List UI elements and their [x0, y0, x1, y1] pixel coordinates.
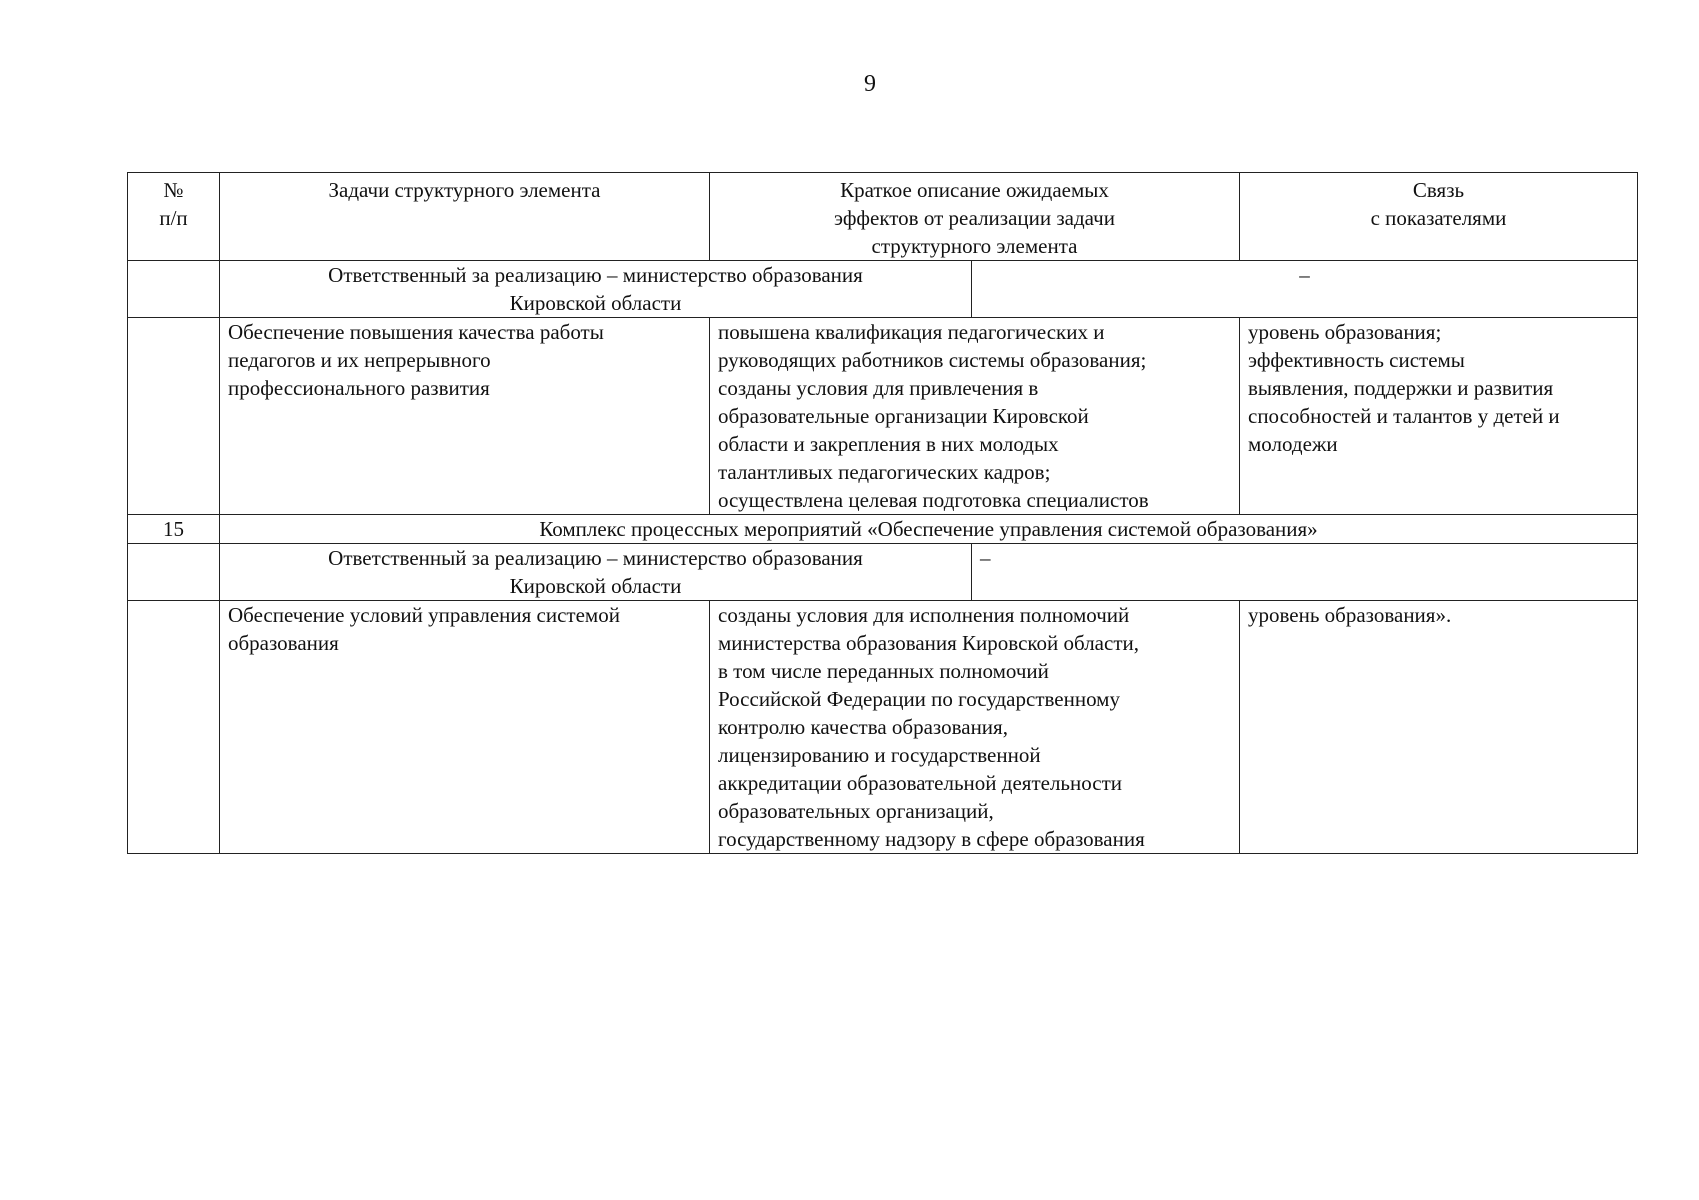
task-name-cell: Обеспечение условий управления системой образования	[220, 601, 710, 854]
header-effects: Краткое описание ожидаемых эффектов от реализации задачи структурного элемента	[710, 173, 1240, 261]
responsible-row	[128, 544, 1638, 601]
page-number: 9	[864, 71, 876, 97]
empty-number-cell	[128, 318, 220, 515]
empty-number-cell	[128, 261, 220, 318]
task-effects-cell: созданы условия для исполнения полномочий министерства образования Кировской области, в том числе переданных полномочий Российской Федерации по государственному контролю качества образования, лицензированию и государственной аккредитации образовательной деятельности образовательных организаций, государственному надзору в сфере образования	[710, 601, 1240, 854]
header-number: № п/п	[128, 173, 220, 261]
empty-number-cell	[128, 601, 220, 854]
responsible-cell: Ответственный за реализацию – министерство образования Кировской области	[220, 261, 972, 318]
table-row	[128, 601, 1638, 854]
header-tasks: Задачи структурного элемента	[220, 173, 710, 261]
empty-number-cell	[128, 544, 220, 601]
responsible-cell: Ответственный за реализацию – министерство образования Кировской области	[220, 544, 972, 601]
task-link-cell: уровень образования; эффективность системы выявления, поддержки и развития способностей и талантов у детей и молодежи	[1240, 318, 1638, 515]
table-header-row	[128, 173, 1638, 261]
task-link-cell: уровень образования».	[1240, 601, 1638, 854]
responsible-value-cell: –	[972, 544, 1638, 601]
table-row	[128, 318, 1638, 515]
responsible-row	[128, 261, 1638, 318]
header-link: Связь с показателями	[1240, 173, 1638, 261]
structural-element-table	[127, 172, 1638, 854]
responsible-value-cell: –	[972, 261, 1638, 318]
section-title-cell: Комплекс процессных мероприятий «Обеспечение управления системой образования»	[220, 515, 1638, 544]
section-row	[128, 515, 1638, 544]
task-name-cell: Обеспечение повышения качества работы педагогов и их непрерывного профессионального развития	[220, 318, 710, 515]
section-number-cell: 15	[128, 515, 220, 544]
task-effects-cell: повышена квалификация педагогических и руководящих работников системы образования; созданы условия для привлечения в образовательные организации Кировской области и закрепления в них молодых талантливых педагогических кадров; осуществлена целевая подготовка специалистов	[710, 318, 1240, 515]
